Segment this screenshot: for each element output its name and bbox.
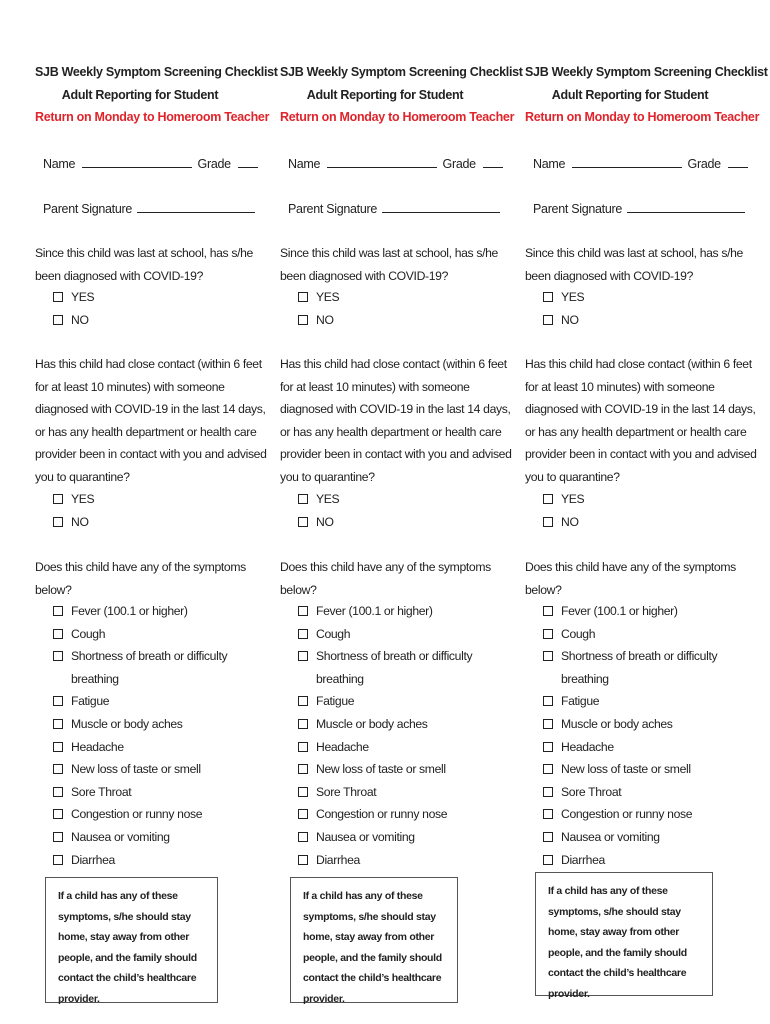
symptom-item[interactable]: Fever (100.1 or higher) xyxy=(543,600,743,623)
stay-home-notice: If a child has any of these symptoms, s/he should stay home, stay away from other people, and the family should contact the child’s healthcare provider. xyxy=(45,877,218,1003)
checkbox[interactable] xyxy=(543,787,553,797)
checkbox[interactable] xyxy=(298,832,308,842)
question-covid-diagnosis: Since this child was last at school, has s/he been diagnosed with COVID-19? xyxy=(280,246,498,283)
form-title: SJB Weekly Symptom Screening Checklist xyxy=(280,65,523,79)
form-subtitle: Adult Reporting for Student xyxy=(306,88,464,102)
checkbox[interactable] xyxy=(543,764,553,774)
symptom-item[interactable]: Cough xyxy=(298,623,498,646)
symptom-item[interactable]: Congestion or runny nose xyxy=(543,803,743,826)
parent-signature-label: Parent Signature xyxy=(288,202,378,216)
checkbox[interactable] xyxy=(543,855,553,865)
grade-label: Grade xyxy=(442,157,476,171)
option-yes[interactable]: YES xyxy=(298,488,498,511)
checkbox[interactable] xyxy=(543,629,553,639)
checkbox[interactable] xyxy=(298,315,308,325)
question-covid-diagnosis: Since this child was last at school, has s/he been diagnosed with COVID-19? xyxy=(35,246,253,283)
symptom-list xyxy=(53,600,253,871)
checkbox[interactable] xyxy=(298,787,308,797)
symptom-item[interactable]: Headache xyxy=(543,736,743,759)
symptom-item[interactable]: Nausea or vomiting xyxy=(298,826,498,849)
parent-signature-row xyxy=(288,200,500,216)
question-close-contact: Has this child had close contact (within 6 feet for at least 10 minutes) with someone diagnosed with COVID-19 in the last 14 days, or has any health department or health care provider been in contact with you and advised you to quarantine? xyxy=(35,357,267,484)
checkbox[interactable] xyxy=(298,494,308,504)
symptom-item[interactable]: Cough xyxy=(53,623,253,646)
name-field[interactable] xyxy=(572,155,682,168)
grade-field[interactable] xyxy=(483,155,503,168)
options-covid-diagnosis xyxy=(543,286,743,331)
symptom-item[interactable]: Diarrhea xyxy=(543,849,743,872)
option-no[interactable]: NO xyxy=(53,309,253,332)
checkbox[interactable] xyxy=(543,494,553,504)
symptom-item[interactable]: Fever (100.1 or higher) xyxy=(298,600,498,623)
return-instruction: Return on Monday to Homeroom Teacher xyxy=(35,110,270,124)
symptom-item[interactable]: New loss of taste or smell xyxy=(543,758,743,781)
checkbox[interactable] xyxy=(298,292,308,302)
parent-signature-label: Parent Signature xyxy=(43,202,133,216)
symptom-item[interactable]: Shortness of breath or difficulty breathing xyxy=(543,645,743,690)
option-yes[interactable]: YES xyxy=(53,286,253,309)
checkbox[interactable] xyxy=(298,629,308,639)
options-close-contact xyxy=(543,488,743,533)
parent-signature-label: Parent Signature xyxy=(533,202,623,216)
symptom-item[interactable]: Sore Throat xyxy=(53,781,253,804)
option-no[interactable]: NO xyxy=(543,309,743,332)
symptom-item[interactable]: Shortness of breath or difficulty breathing xyxy=(298,645,498,690)
question-close-contact: Has this child had close contact (within 6 feet for at least 10 minutes) with someone diagnosed with COVID-19 in the last 14 days, or has any health department or health care provider been in contact with you and advised you to quarantine? xyxy=(525,357,757,484)
option-yes[interactable]: YES xyxy=(298,286,498,309)
checkbox[interactable] xyxy=(53,606,63,616)
checkbox[interactable] xyxy=(543,696,553,706)
option-yes[interactable]: YES xyxy=(53,488,253,511)
symptom-item[interactable]: Nausea or vomiting xyxy=(543,826,743,849)
form-subtitle: Adult Reporting for Student xyxy=(551,88,709,102)
checkbox[interactable] xyxy=(543,742,553,752)
name-label: Name xyxy=(43,157,76,171)
option-no[interactable]: NO xyxy=(53,511,253,534)
form-title: SJB Weekly Symptom Screening Checklist xyxy=(35,65,278,79)
checkbox[interactable] xyxy=(53,764,63,774)
checkbox[interactable] xyxy=(53,315,63,325)
grade-field[interactable] xyxy=(238,155,258,168)
symptom-item[interactable]: Diarrhea xyxy=(298,849,498,872)
form-subtitle: Adult Reporting for Student xyxy=(61,88,219,102)
checkbox[interactable] xyxy=(298,719,308,729)
checklist-slip-3 xyxy=(525,0,768,1024)
checkbox[interactable] xyxy=(53,629,63,639)
checkbox[interactable] xyxy=(298,764,308,774)
symptom-list xyxy=(298,600,498,871)
grade-label: Grade xyxy=(197,157,231,171)
symptom-item[interactable]: Fever (100.1 or higher) xyxy=(53,600,253,623)
checkbox[interactable] xyxy=(53,494,63,504)
checkbox[interactable] xyxy=(53,787,63,797)
symptom-item[interactable]: Muscle or body aches xyxy=(543,713,743,736)
checkbox[interactable] xyxy=(53,696,63,706)
parent-signature-field[interactable] xyxy=(627,200,745,213)
form-title: SJB Weekly Symptom Screening Checklist xyxy=(525,65,768,79)
checkbox[interactable] xyxy=(53,742,63,752)
checkbox[interactable] xyxy=(298,809,308,819)
checkbox[interactable] xyxy=(298,855,308,865)
symptom-item[interactable]: Fatigue xyxy=(298,690,498,713)
symptom-item[interactable]: Cough xyxy=(543,623,743,646)
symptom-item[interactable]: Nausea or vomiting xyxy=(53,826,253,849)
option-yes[interactable]: YES xyxy=(543,286,743,309)
name-grade-row xyxy=(533,155,748,171)
checklist-slip-1 xyxy=(35,0,278,1024)
checkbox[interactable] xyxy=(298,651,308,661)
checkbox[interactable] xyxy=(298,606,308,616)
checkbox[interactable] xyxy=(53,719,63,729)
symptom-item[interactable]: Headache xyxy=(298,736,498,759)
checkbox[interactable] xyxy=(53,855,63,865)
return-instruction: Return on Monday to Homeroom Teacher xyxy=(280,110,515,124)
question-close-contact: Has this child had close contact (within 6 feet for at least 10 minutes) with someone diagnosed with COVID-19 in the last 14 days, or has any health department or health care provider been in contact with you and advised you to quarantine? xyxy=(280,357,512,484)
symptom-item[interactable]: Sore Throat xyxy=(298,781,498,804)
checkbox[interactable] xyxy=(53,809,63,819)
checkbox[interactable] xyxy=(53,832,63,842)
grade-field[interactable] xyxy=(728,155,748,168)
return-instruction: Return on Monday to Homeroom Teacher xyxy=(525,110,760,124)
symptom-item[interactable]: New loss of taste or smell xyxy=(298,758,498,781)
checkbox[interactable] xyxy=(543,292,553,302)
checkbox[interactable] xyxy=(543,832,553,842)
option-yes[interactable]: YES xyxy=(543,488,743,511)
parent-signature-row xyxy=(43,200,255,216)
symptom-item[interactable]: Shortness of breath or difficulty breathing xyxy=(53,645,253,690)
option-no[interactable]: NO xyxy=(298,309,498,332)
symptom-item[interactable]: Muscle or body aches xyxy=(298,713,498,736)
options-close-contact xyxy=(53,488,253,533)
symptom-item[interactable]: Congestion or runny nose xyxy=(53,803,253,826)
checkbox[interactable] xyxy=(543,651,553,661)
checkbox[interactable] xyxy=(53,292,63,302)
name-grade-row xyxy=(288,155,503,171)
question-covid-diagnosis: Since this child was last at school, has s/he been diagnosed with COVID-19? xyxy=(525,246,743,283)
symptom-item[interactable]: Sore Throat xyxy=(543,781,743,804)
symptom-item[interactable]: Headache xyxy=(53,736,253,759)
parent-signature-row xyxy=(533,200,745,216)
grade-label: Grade xyxy=(687,157,721,171)
checkbox[interactable] xyxy=(298,517,308,527)
name-grade-row xyxy=(43,155,258,171)
options-covid-diagnosis xyxy=(298,286,498,331)
option-no[interactable]: NO xyxy=(298,511,498,534)
symptom-item[interactable]: Muscle or body aches xyxy=(53,713,253,736)
symptom-item[interactable]: Fatigue xyxy=(543,690,743,713)
options-covid-diagnosis xyxy=(53,286,253,331)
checkbox[interactable] xyxy=(298,742,308,752)
question-symptoms: Does this child have any of the symptoms below? xyxy=(280,560,491,597)
name-field[interactable] xyxy=(82,155,192,168)
symptom-list xyxy=(543,600,743,871)
option-no[interactable]: NO xyxy=(543,511,743,534)
parent-signature-field[interactable] xyxy=(137,200,255,213)
question-symptoms: Does this child have any of the symptoms below? xyxy=(35,560,246,597)
checkbox[interactable] xyxy=(543,517,553,527)
stay-home-notice: If a child has any of these symptoms, s/he should stay home, stay away from other people, and the family should contact the child’s healthcare provider. xyxy=(290,877,458,1003)
options-close-contact xyxy=(298,488,498,533)
name-label: Name xyxy=(288,157,321,171)
name-field[interactable] xyxy=(327,155,437,168)
question-symptoms: Does this child have any of the symptoms below? xyxy=(525,560,736,597)
name-label: Name xyxy=(533,157,566,171)
symptom-item[interactable]: New loss of taste or smell xyxy=(53,758,253,781)
checkbox[interactable] xyxy=(543,606,553,616)
checkbox[interactable] xyxy=(543,719,553,729)
checkbox[interactable] xyxy=(543,315,553,325)
symptom-item[interactable]: Diarrhea xyxy=(53,849,253,872)
symptom-item[interactable]: Congestion or runny nose xyxy=(298,803,498,826)
checklist-slip-2 xyxy=(280,0,523,1024)
checkbox[interactable] xyxy=(53,517,63,527)
stay-home-notice: If a child has any of these symptoms, s/he should stay home, stay away from other people, and the family should contact the child’s healthcare provider. xyxy=(535,872,713,996)
checkbox[interactable] xyxy=(298,696,308,706)
checkbox[interactable] xyxy=(543,809,553,819)
parent-signature-field[interactable] xyxy=(382,200,500,213)
symptom-item[interactable]: Fatigue xyxy=(53,690,253,713)
checkbox[interactable] xyxy=(53,651,63,661)
